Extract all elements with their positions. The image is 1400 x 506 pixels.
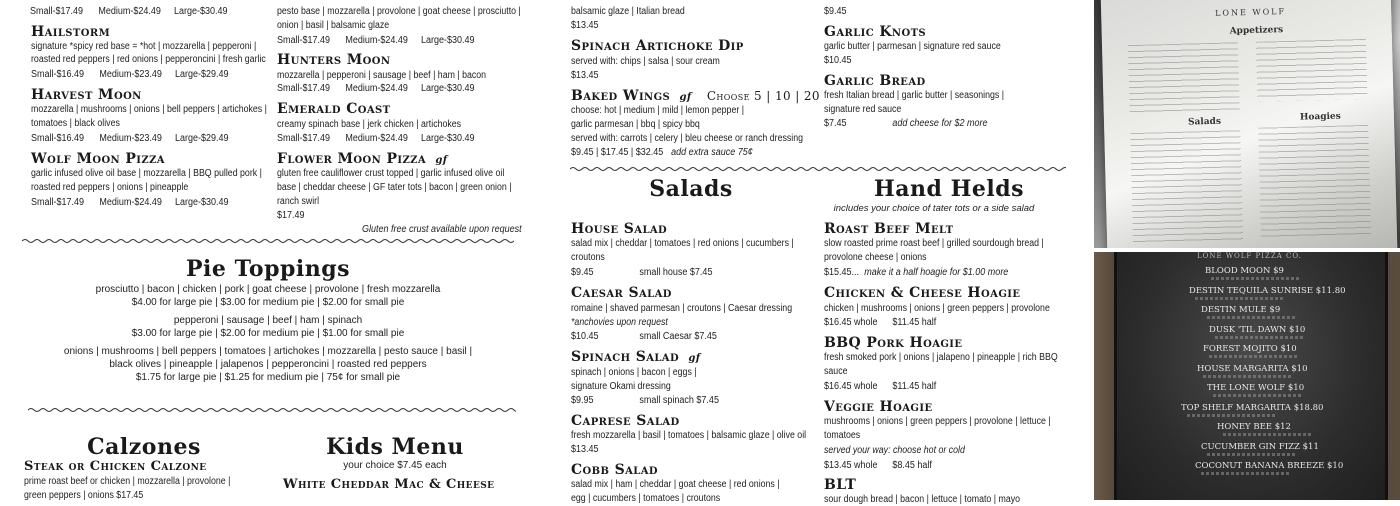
price-row (30, 5, 228, 18)
price-row (31, 132, 229, 145)
gluten-free-tag: gf (688, 353, 701, 364)
photo-heading-appetizers: Appetizers (1229, 25, 1284, 37)
toppings-line: onions | mushrooms | bell peppers | tomatoes | artichokes | mozzarella | pesto sauce | basil | (63, 346, 473, 357)
item-desc: base | cheddar cheese | GF tater tots | bacon | green onion | (277, 182, 512, 193)
section-title-salads: Salads (649, 176, 733, 202)
size-price: Small-$17.49 (277, 133, 331, 144)
size-price: Large-$30.49 (174, 6, 228, 17)
price-row (824, 459, 932, 472)
item-name-bbq-pork-hoagie: BBQ Pork Hoagie (824, 335, 963, 351)
price-row (571, 330, 717, 343)
price-row (277, 82, 475, 95)
size-price: Small-$17.49 (31, 197, 85, 208)
item-desc: croutons (571, 252, 605, 263)
item-desc: creamy spinach base | jerk chicken | artichokes (277, 119, 462, 130)
item-desc: onion | basil | balsamic glaze (277, 20, 390, 31)
half-price: $11.45 half (892, 317, 937, 328)
gluten-free-tag: gf (435, 155, 448, 166)
drink-item: COCONUT BANANA BREEZE $10 (1195, 461, 1344, 471)
item-desc: salad mix | ham | cheddar | goat cheese | red onions | (571, 479, 780, 490)
item-desc: salad mix | cheddar | tomatoes | red onions | cucumbers | (571, 238, 794, 249)
half-price: $8.45 half (892, 460, 932, 471)
drink-ingredients-text (1203, 375, 1293, 378)
item-price: $7.45 (824, 118, 847, 129)
item-note: *anchovies upon request (571, 317, 668, 328)
item-name-spinach-salad (571, 349, 700, 367)
item-desc: tomatoes (824, 430, 861, 441)
drink-ingredients-text (1209, 355, 1299, 358)
item-price: $13.45 whole (824, 460, 878, 471)
half-price: $11.45 half (892, 381, 937, 392)
item-desc: roasted red peppers | onions | pineapple (31, 182, 189, 193)
price-row (571, 394, 719, 407)
toppings-line: black olives | pineapple | jalapenos | pepperoncini | roasted red peppers (109, 359, 427, 370)
item-price: $16.45 whole (824, 317, 878, 328)
photo-text-block (1258, 125, 1371, 238)
photo-paper-menu (1094, 0, 1400, 248)
item-desc: balsamic glaze | Italian bread (571, 6, 685, 17)
item-name-text: Baked Wings (571, 88, 671, 104)
price-row (31, 196, 229, 209)
item-price: $10.45 (571, 331, 599, 342)
item-name-garlic-bread: Garlic Bread (824, 73, 926, 89)
size-price: Medium-$24.49 (345, 133, 408, 144)
item-desc: fresh Italian bread | garlic butter | seasonings | (824, 90, 1005, 101)
item-name-text: Spinach Salad (571, 349, 680, 365)
item-note: add extra sauce 75¢ (671, 147, 753, 158)
item-desc: mozzarella | pepperoni | sausage | beef | ham | bacon (277, 70, 487, 81)
small-price: small spinach $7.45 (639, 395, 719, 406)
item-desc: served with: carrots | celery | bleu cheese or ranch dressing (571, 133, 804, 144)
small-price: small house $7.45 (639, 267, 713, 278)
item-price: $10.45 (824, 55, 852, 66)
drink-item: HONEY BEE $12 (1217, 422, 1291, 432)
drink-ingredients-text (1207, 316, 1297, 319)
item-desc: garlic butter | parmesan | signature red sauce (824, 41, 1001, 52)
item-desc: romaine | shaved parmesan | croutons | Caesar dressing (571, 303, 793, 314)
item-desc: sauce (824, 366, 848, 377)
price-row (571, 146, 753, 159)
price-row (824, 117, 988, 130)
item-desc: choose: hot | medium | mild | lemon pepper | (571, 105, 745, 116)
paper-menu-sheet (1101, 0, 1398, 248)
photo-text-block (1130, 130, 1243, 243)
drink-ingredients-text (1207, 453, 1297, 456)
drink-ingredients-text (1201, 472, 1291, 475)
photo-text-block (1256, 39, 1368, 102)
size-price: Small-$17.49 (277, 35, 331, 46)
item-desc: pesto base | mozzarella | provolone | goat cheese | prosciutto | (277, 6, 521, 17)
size-price: Medium-$24.49 (345, 83, 408, 94)
drink-item: HOUSE MARGARITA $10 (1197, 363, 1308, 374)
item-price: $17.49 (277, 210, 305, 221)
item-price: $9.95 (571, 395, 594, 406)
item-desc: sour dough bread | bacon | lettuce | tomato | mayo (824, 494, 1021, 505)
item-desc: prime roast beef or chicken | mozzarella | provolone | (24, 476, 231, 487)
hand-helds-subtitle: includes your choice of tater tots or a side salad (833, 203, 1035, 214)
size-price: Medium-$23.49 (99, 69, 162, 80)
item-desc: served with: chips | salsa | sour cream (571, 56, 720, 67)
drink-item: FOREST MOJITO $10 (1203, 344, 1297, 354)
item-price: $9.45 | $17.45 | $32.45 (571, 147, 664, 158)
toppings-line: pepperoni | sausage | beef | ham | spinach (173, 315, 363, 326)
gluten-free-note: Gluten free crust available upon request (362, 224, 522, 235)
item-price: $13.45 (571, 20, 599, 31)
photo-text-block (1128, 42, 1240, 115)
item-price: $9.45 (824, 6, 847, 17)
item-desc: mozzarella | mushrooms | onions | bell peppers | artichokes | (31, 104, 267, 115)
toppings-price-line: $3.00 for large pie | $2.00 for medium pie | $1.00 for small pie (131, 328, 405, 339)
toppings-price-line: $4.00 for large pie | $3.00 for medium pie | $2.00 for small pie (131, 297, 405, 308)
item-price: $13.45 (571, 70, 599, 81)
drink-item: TOP SHELF MARGARITA $18.80 (1181, 402, 1324, 413)
item-desc: green peppers | onions $17.45 (24, 490, 144, 501)
section-title-hand-helds: Hand Helds (874, 176, 1024, 202)
item-name-text: Flower Moon Pizza (277, 151, 427, 167)
price-row (824, 380, 937, 393)
item-price: $16.45 whole (824, 381, 878, 392)
item-desc: roasted red peppers | red onions | pepperoncini | fresh garlic (31, 54, 266, 65)
drink-ingredients-text (1215, 336, 1305, 339)
item-name-harvest-moon: Harvest Moon (31, 87, 142, 103)
size-price: Small-$17.49 (277, 83, 331, 94)
small-price: small Caesar $7.45 (639, 331, 717, 342)
wavy-divider (22, 237, 514, 245)
item-note: add cheese for $2 more (892, 118, 988, 129)
size-price: Medium-$24.49 (98, 6, 161, 17)
price-row (277, 132, 475, 145)
item-desc: signature red sauce (824, 104, 902, 115)
item-name-mac-cheese: White Cheddar Mac & Cheese (283, 477, 495, 492)
wavy-divider (28, 406, 516, 414)
size-price: Large-$29.49 (175, 133, 229, 144)
item-desc: fresh smoked pork | onions | jalapeno | pineapple | rich BBQ (824, 352, 1058, 363)
gluten-free-tag: gf (679, 92, 692, 103)
item-name-chicken-cheese-hoagie: Chicken & Cheese Hoagie (824, 285, 1021, 301)
drink-item: BLOOD MOON $9 (1205, 266, 1284, 276)
item-name-cobb-salad: Cobb Salad (571, 462, 658, 478)
item-name-hailstorm: Hailstorm (31, 24, 111, 40)
size-price: Large-$30.49 (421, 83, 475, 94)
photo-drinks-board (1094, 252, 1400, 500)
wing-count-choice: Choose 5 | 10 | 20 (706, 89, 820, 103)
item-name-roast-beef-melt: Roast Beef Melt (824, 221, 954, 237)
size-price: Large-$30.49 (421, 35, 475, 46)
item-desc: garlic infused olive oil base | mozzarella | BBQ pulled pork | (31, 168, 262, 179)
size-price: Medium-$23.49 (99, 133, 162, 144)
brand-name: LONE WOLF PIZZA CO. (1197, 252, 1302, 260)
item-name-emerald-coast: Emerald Coast (277, 101, 391, 117)
drink-ingredients-text (1223, 433, 1313, 436)
section-title-pie-toppings: Pie Toppings (186, 256, 350, 282)
drink-item: THE LONE WOLF $10 (1207, 383, 1305, 393)
item-note: make it a half hoagie for $1.00 more (864, 267, 1009, 278)
drink-ingredients-text (1211, 277, 1301, 280)
section-title-kids-menu: Kids Menu (326, 434, 464, 460)
item-desc: provolone cheese | onions (824, 252, 927, 263)
drink-ingredients-text (1187, 414, 1277, 417)
item-desc: ranch swirl (277, 196, 320, 207)
item-name-wolf-moon: Wolf Moon Pizza (31, 151, 165, 167)
drink-item: DUSK 'TIL DAWN $10 (1209, 324, 1306, 335)
item-desc: garlic parmesan | bbq | spicy bbq (571, 119, 700, 130)
item-desc: mushrooms | onions | green peppers | provolone | lettuce | (824, 416, 1051, 427)
size-price: Large-$29.49 (175, 69, 229, 80)
toppings-price-line: $1.75 for large pie | $1.25 for medium pie | 75¢ for small pie (135, 372, 401, 383)
size-price: Small-$16.49 (31, 133, 85, 144)
drink-item: DESTIN MULE $9 (1201, 305, 1281, 315)
drinks-board-panel (1114, 252, 1388, 500)
size-price: Small-$17.49 (30, 6, 84, 17)
item-desc: egg | cucumbers | tomatoes | croutons (571, 493, 721, 504)
item-name-veggie-hoagie: Veggie Hoagie (824, 399, 933, 415)
item-name-caprese-salad: Caprese Salad (571, 413, 680, 429)
item-desc: gluten free cauliflower crust topped | garlic infused olive oil (277, 168, 505, 179)
item-desc: chicken | mushrooms | onions | green peppers | provolone (824, 303, 1050, 314)
item-name-spinach-dip: Spinach Artichoke Dip (571, 38, 744, 54)
drink-ingredients-text (1213, 394, 1303, 397)
pie-toppings-list (22, 283, 514, 384)
photo-heading-hoagies: Hoagies (1299, 111, 1341, 123)
photo-heading-salads: Salads (1187, 116, 1222, 128)
section-title-calzones: Calzones (87, 434, 201, 460)
item-desc: signature Okami dressing (571, 381, 671, 392)
item-price: $9.45 (571, 267, 594, 278)
item-name-house-salad: House Salad (571, 221, 668, 237)
price-row (571, 266, 713, 279)
item-name-garlic-knots: Garlic Knots (824, 24, 927, 40)
price-row (31, 68, 229, 81)
size-price: Small-$16.49 (31, 69, 85, 80)
toppings-line: prosciutto | bacon | chicken | pork | goat cheese | provolone | fresh mozzarella (95, 284, 441, 295)
item-price: $13.45 (571, 444, 599, 455)
size-price: Large-$30.49 (175, 197, 229, 208)
item-name-caesar-salad: Caesar Salad (571, 285, 672, 301)
drink-ingredients-text (1195, 297, 1285, 300)
size-price: Large-$30.49 (421, 133, 475, 144)
item-note: served your way: choose hot or cold (824, 445, 965, 456)
item-name-hunters-moon: Hunters Moon (277, 52, 391, 68)
wavy-divider (570, 165, 1066, 173)
item-name-calzone: Steak or Chicken Calzone (24, 459, 207, 474)
kids-menu-subtitle: your choice $7.45 each (343, 460, 447, 471)
item-price: $15.45... (824, 267, 860, 278)
item-desc: slow roasted prime roast beef | grilled sourdough bread | (824, 238, 1044, 249)
drink-item: CUCUMBER GIN FIZZ $11 (1201, 441, 1319, 452)
drink-item: DESTIN TEQUILA SUNRISE $11.80 (1189, 285, 1346, 296)
size-price: Medium-$24.49 (99, 197, 162, 208)
brand-name: LONE WOLF (1215, 6, 1287, 18)
item-desc: tomatoes | black olives (31, 118, 120, 129)
price-row (277, 34, 475, 47)
item-name-blt: BLT (824, 477, 857, 493)
item-desc: fresh mozzarella | basil | tomatoes | balsamic glaze | olive oil (571, 430, 807, 441)
price-row (824, 266, 1008, 279)
item-desc: signature *spicy red base = *hot | mozzarella | pepperoni | (31, 41, 257, 52)
item-desc: spinach | onions | bacon | eggs | (571, 367, 697, 378)
size-price: Medium-$24.49 (345, 35, 408, 46)
price-row (824, 316, 937, 329)
